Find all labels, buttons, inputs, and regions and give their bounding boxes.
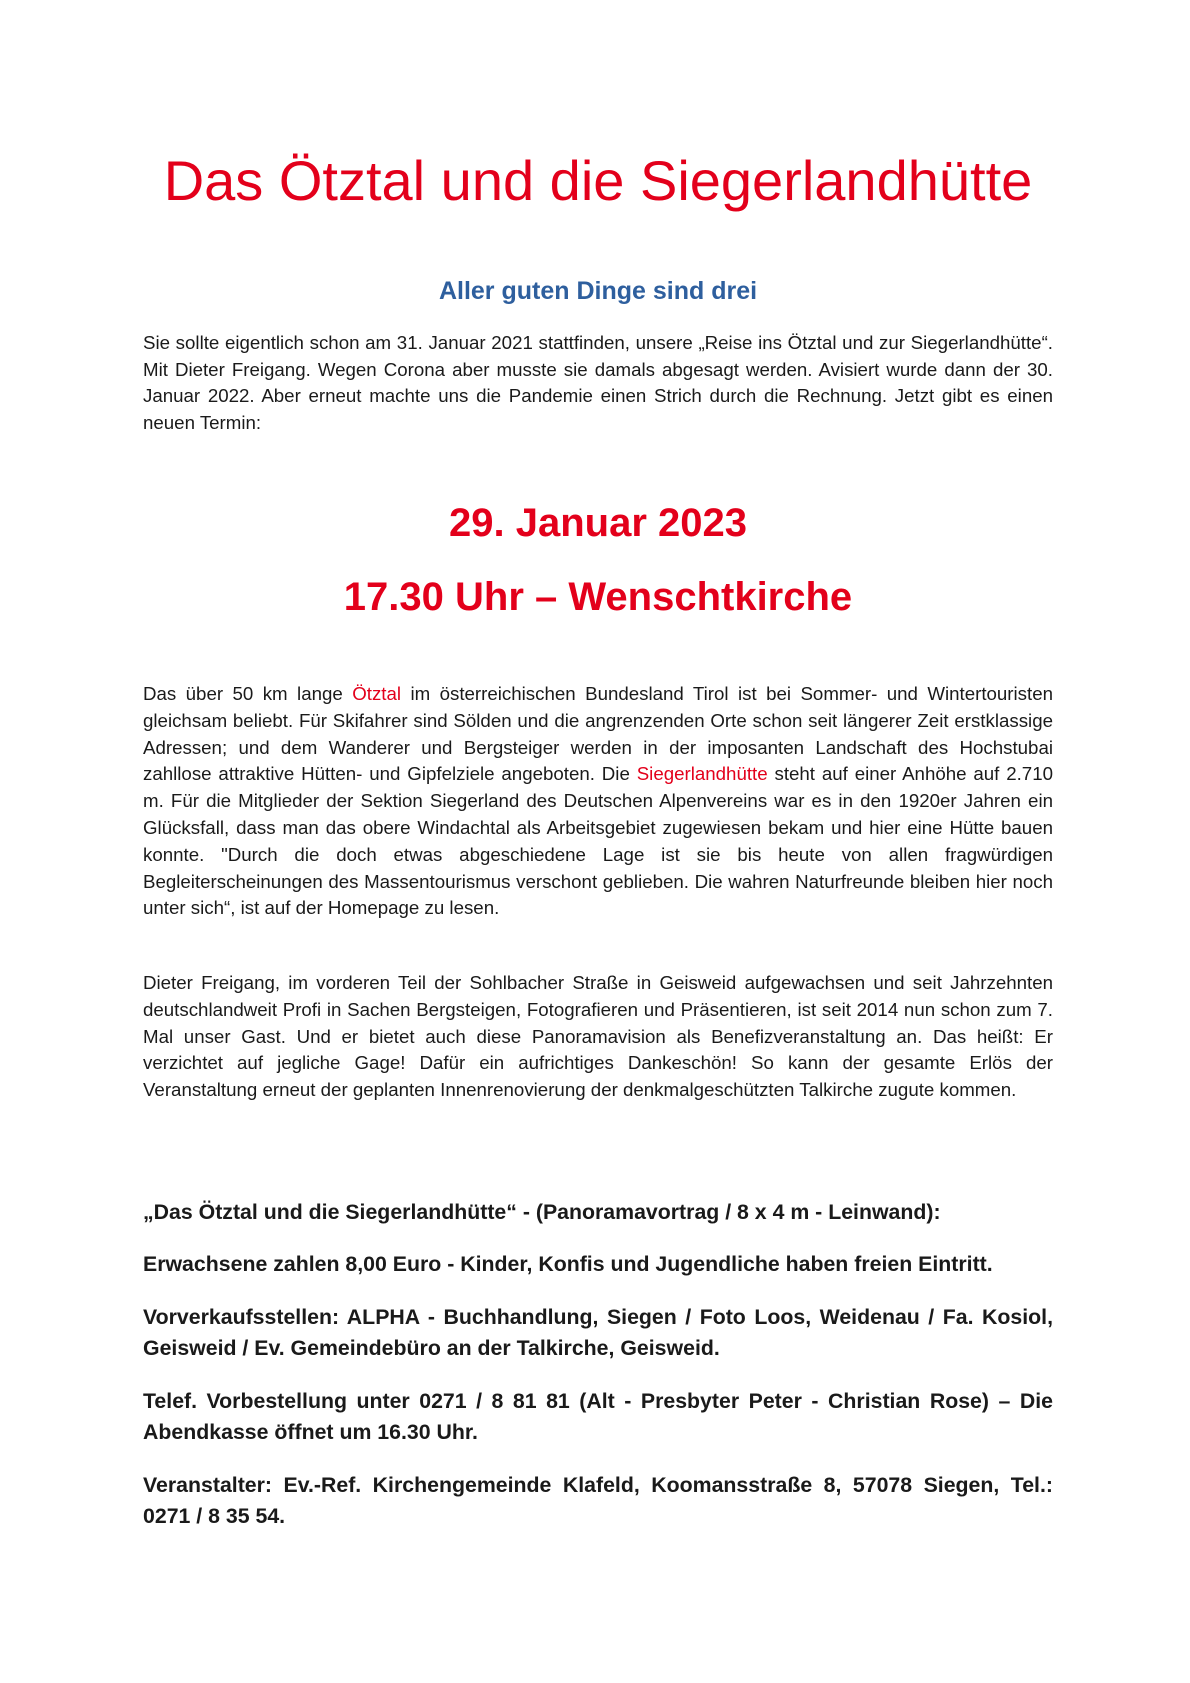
text-segment: Das über 50 km lange: [143, 683, 353, 704]
text-segment: im österreichischen Bundesland Tirol ist bei Sommer- und Wintertouristen gleichsam beliebt. Für Skifahrer sind Sölden und die angrenzenden Orte schon seit längerer Zeit erstklassige Adressen; und dem Wanderer und Bergsteiger werden in der imposanten Landschaft des Hochstubai zahllose attraktive Hütten- und Gipfelziele angeboten. Die: [143, 683, 1054, 785]
lecture-info: „Das Ötztal und die Siegerlandhütte“ - (Panoramavortrag / 8 x 4 m - Leinwand):: [143, 1200, 941, 1224]
intro-paragraph: Sie sollte eigentlich schon am 31. Januar 2021 stattfinden, unsere „Reise ins Ötztal und zur Siegerlandhütte“. Mit Dieter Freigang. Wegen Corona aber musste sie damals abgesagt werden. Avisiert wurde dann der 30. Januar 2022. Aber erneut machte uns die Pandemie einen Strich durch die Rechnung. Jetzt gibt es einen neuen Termin:: [143, 332, 1053, 434]
speaker-paragraph: Dieter Freigang, im vorderen Teil der Sohlbacher Straße in Geisweid aufgewachsen und seit Jahrzehnten deutschlandweit Profi in Sachen Bergsteigen, Fotografieren und Präsentieren, ist seit 2014 nun schon zum 7. Mal unser Gast. Und er bietet auch diese Panoramavision als Benefizveranstaltung an. Das heißt: Er verzichtet auf jegliche Gage! Dafür ein aufrichtiges Dankeschön! So kann der gesamte Erlös der Veranstaltung erneut der geplanten Innenrenovierung der denkmalgeschützten Talkirche zugute kommen.: [143, 972, 1053, 1101]
event-date: 29. Januar 2023: [449, 501, 747, 545]
event-time-place: 17.30 Uhr – Wenschtkirche: [343, 575, 853, 619]
description-paragraph: [143, 681, 1053, 922]
siegerlandhuette-link[interactable]: Siegerlandhütte: [636, 763, 768, 785]
organizer-info: Veranstalter: Ev.-Ref. Kirchengemeinde Klafeld, Koomansstraße 8, 57078 Siegen, Tel.: 0271 / 8 35 54.: [143, 1473, 1053, 1528]
oetztal-link[interactable]: Ötztal: [352, 683, 402, 704]
price-info: Erwachsene zahlen 8,00 Euro - Kinder, Konfis und Jugendliche haben freien Eintritt.: [143, 1252, 993, 1276]
phone-info: Telef. Vorbestellung unter 0271 / 8 81 81 (Alt - Presbyter Peter - Christian Rose) – Die Abendkasse öffnet um 16.30 Uhr.: [143, 1389, 1053, 1444]
text-segment: steht auf einer Anhöhe auf 2.710 m. Für die Mitglieder der Sektion Siegerland des Deutschen Alpenvereins war es in den 1920er Jahren ein Glücksfall, dass man das obere Windachtal als Arbeitsgebiet zugewiesen bekam und hier eine Hütte bauen konnte. "Durch die doch etwas abgeschiedene Lage ist sie bis heute von allen fragwürdigen Begleiterscheinungen des Massentourismus verschont geblieben. Die wahren Naturfreunde bleiben hier noch unter sich“, ist auf der Homepage zu lesen.: [143, 763, 1053, 919]
page-title: Das Ötztal und die Siegerlandhütte: [163, 149, 1033, 212]
presale-info: Vorverkaufsstellen: ALPHA - Buchhandlung, Siegen / Foto Loos, Weidenau / Fa. Kosiol, Geisweid / Ev. Gemeindebüro an der Talkirche, Geisweid.: [143, 1305, 1053, 1360]
subtitle: Aller guten Dinge sind drei: [438, 277, 758, 305]
